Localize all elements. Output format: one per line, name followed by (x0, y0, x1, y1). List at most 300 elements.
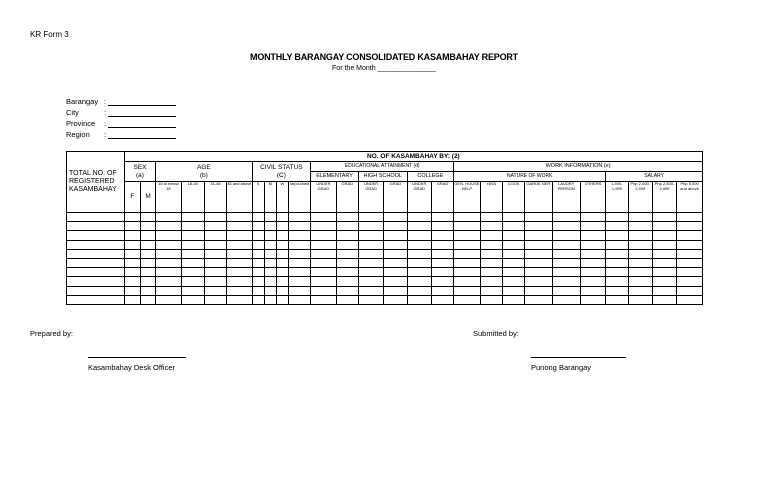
table-cell[interactable] (156, 258, 181, 267)
table-cell[interactable] (552, 258, 580, 267)
table-cell[interactable] (628, 240, 652, 249)
table-cell[interactable] (652, 286, 676, 295)
table-cell[interactable] (384, 249, 407, 258)
table-cell[interactable] (652, 268, 676, 277)
table-cell[interactable] (431, 277, 453, 286)
col-header: sepa-rated (288, 182, 310, 213)
table-cell[interactable] (606, 295, 628, 304)
table-cell[interactable] (525, 286, 552, 295)
table-cell[interactable] (552, 222, 580, 231)
table-cell[interactable] (264, 258, 276, 267)
table-cell[interactable] (628, 231, 652, 240)
table-cell[interactable] (264, 231, 276, 240)
table-cell[interactable] (156, 295, 181, 304)
table-cell[interactable] (156, 286, 181, 295)
table-cell[interactable] (181, 268, 204, 277)
table-cell[interactable] (652, 240, 676, 249)
table-cell[interactable] (580, 277, 605, 286)
table-cell[interactable] (502, 258, 524, 267)
submitted-by-label: Submitted by: (473, 329, 519, 338)
table-cell[interactable] (67, 277, 125, 286)
table-cell[interactable] (358, 286, 383, 295)
table-cell[interactable] (336, 222, 358, 231)
table-cell[interactable] (252, 286, 264, 295)
table-cell[interactable] (264, 240, 276, 249)
table-cell[interactable] (407, 277, 431, 286)
table-cell[interactable] (264, 286, 276, 295)
table-cell[interactable] (276, 295, 288, 304)
table-cell[interactable] (652, 249, 676, 258)
table-cell[interactable] (525, 222, 552, 231)
table-cell[interactable] (124, 231, 140, 240)
table-cell[interactable] (252, 295, 264, 304)
table-cell[interactable] (502, 249, 524, 258)
table-cell[interactable] (358, 295, 383, 304)
table-cell[interactable] (336, 277, 358, 286)
table-cell[interactable] (580, 295, 605, 304)
table-cell[interactable] (580, 213, 605, 222)
table-cell[interactable] (454, 286, 480, 295)
table-cell[interactable] (67, 240, 125, 249)
table-cell[interactable] (606, 258, 628, 267)
table-cell[interactable] (227, 240, 252, 249)
table-cell[interactable] (407, 240, 431, 249)
table-cell[interactable] (480, 258, 502, 267)
table-cell[interactable] (384, 213, 407, 222)
city-field[interactable]: City : (66, 108, 176, 117)
table-cell[interactable] (311, 277, 336, 286)
table-cell[interactable] (252, 213, 264, 222)
table-cell[interactable] (311, 258, 336, 267)
table-cell[interactable] (652, 213, 676, 222)
field-line[interactable] (108, 98, 176, 106)
table-cell[interactable] (480, 240, 502, 249)
table-cell[interactable] (264, 295, 276, 304)
table-row (67, 277, 703, 286)
table-cell[interactable] (288, 286, 310, 295)
table-cell[interactable] (227, 295, 252, 304)
table-cell[interactable] (384, 231, 407, 240)
table-cell[interactable] (502, 268, 524, 277)
table-cell[interactable] (204, 249, 226, 258)
table-cell[interactable] (628, 268, 652, 277)
table-cell[interactable] (204, 286, 226, 295)
table-cell[interactable] (677, 249, 703, 258)
table-cell[interactable] (252, 231, 264, 240)
table-cell[interactable] (67, 231, 125, 240)
table-cell[interactable] (431, 240, 453, 249)
table-cell[interactable] (652, 277, 676, 286)
table-cell[interactable] (124, 286, 140, 295)
table-cell[interactable] (502, 222, 524, 231)
table-cell[interactable] (431, 286, 453, 295)
table-cell[interactable] (288, 277, 310, 286)
table-cell[interactable] (124, 268, 140, 277)
table-cell[interactable] (67, 286, 125, 295)
table-cell[interactable] (156, 277, 181, 286)
table-cell[interactable] (525, 213, 552, 222)
table-cell[interactable] (336, 231, 358, 240)
table-cell[interactable] (124, 277, 140, 286)
table-cell[interactable] (288, 258, 310, 267)
table-cell[interactable] (525, 249, 552, 258)
table-cell[interactable] (276, 231, 288, 240)
table-cell[interactable] (141, 258, 156, 267)
table-row (67, 240, 703, 249)
civil-status-header: CIVIL STATUS (C) (252, 162, 311, 182)
table-cell[interactable] (181, 295, 204, 304)
table-cell[interactable] (358, 277, 383, 286)
table-cell[interactable] (407, 268, 431, 277)
table-cell[interactable] (67, 249, 125, 258)
table-cell[interactable] (141, 213, 156, 222)
table-cell[interactable] (384, 268, 407, 277)
table-cell[interactable] (276, 277, 288, 286)
table-cell[interactable] (606, 222, 628, 231)
table-cell[interactable] (67, 222, 125, 231)
table-cell[interactable] (580, 286, 605, 295)
table-cell[interactable] (141, 231, 156, 240)
table-cell[interactable] (336, 240, 358, 249)
table-cell[interactable] (431, 258, 453, 267)
table-cell[interactable] (677, 286, 703, 295)
table-cell[interactable] (652, 295, 676, 304)
table-cell[interactable] (431, 249, 453, 258)
table-cell[interactable] (552, 286, 580, 295)
table-cell[interactable] (480, 213, 502, 222)
table-cell[interactable] (384, 277, 407, 286)
table-cell[interactable] (141, 240, 156, 249)
table-cell[interactable] (204, 240, 226, 249)
table-cell[interactable] (677, 213, 703, 222)
table-cell[interactable] (181, 258, 204, 267)
table-cell[interactable] (227, 258, 252, 267)
table-cell[interactable] (677, 258, 703, 267)
table-cell[interactable] (181, 286, 204, 295)
table-cell[interactable] (525, 277, 552, 286)
table-cell[interactable] (204, 231, 226, 240)
table-cell[interactable] (311, 286, 336, 295)
table-cell[interactable] (204, 213, 226, 222)
table-cell[interactable] (181, 249, 204, 258)
table-cell[interactable] (384, 295, 407, 304)
table-cell[interactable] (580, 222, 605, 231)
table-cell[interactable] (525, 240, 552, 249)
table-cell[interactable] (628, 222, 652, 231)
table-cell[interactable] (652, 258, 676, 267)
table-cell[interactable] (204, 222, 226, 231)
table-cell[interactable] (580, 240, 605, 249)
table-cell[interactable] (264, 268, 276, 277)
table-cell[interactable] (552, 249, 580, 258)
table-cell[interactable] (606, 240, 628, 249)
table-cell[interactable] (628, 258, 652, 267)
table-cell[interactable] (677, 295, 703, 304)
table-cell[interactable] (124, 295, 140, 304)
col-header: 1,500-1,999 (606, 182, 628, 213)
table-cell[interactable] (252, 258, 264, 267)
table-cell[interactable] (252, 240, 264, 249)
table-cell[interactable] (358, 240, 383, 249)
col-header: 18-30 (181, 182, 204, 213)
table-cell[interactable] (276, 258, 288, 267)
table-cell[interactable] (431, 231, 453, 240)
table-cell[interactable] (502, 231, 524, 240)
table-cell[interactable] (384, 286, 407, 295)
table-cell[interactable] (454, 240, 480, 249)
table-cell[interactable] (288, 240, 310, 249)
table-cell[interactable] (311, 249, 336, 258)
table-cell[interactable] (227, 222, 252, 231)
table-cell[interactable] (181, 213, 204, 222)
table-cell[interactable] (227, 277, 252, 286)
table-cell[interactable] (677, 268, 703, 277)
col-header: UNDER GRAD (358, 182, 383, 213)
table-cell[interactable] (156, 240, 181, 249)
table-cell[interactable] (677, 231, 703, 240)
barangay-field[interactable]: Barangay : (66, 97, 176, 106)
col-header: UNDER GRAD (311, 182, 336, 213)
no-of-kasambahay-header: NO. OF KASAMBAHAY BY: (2) (124, 152, 702, 162)
table-cell[interactable] (288, 213, 310, 222)
table-cell[interactable] (628, 213, 652, 222)
prepared-by-name: Kasambahay Desk Officer (88, 363, 175, 372)
table-cell[interactable] (552, 295, 580, 304)
prepared-signature-line[interactable] (88, 357, 186, 358)
table-cell[interactable] (204, 277, 226, 286)
table-cell[interactable] (141, 268, 156, 277)
table-cell[interactable] (407, 286, 431, 295)
table-cell[interactable] (252, 277, 264, 286)
table-cell[interactable] (454, 295, 480, 304)
table-cell[interactable] (288, 295, 310, 304)
table-cell[interactable] (407, 258, 431, 267)
table-cell[interactable] (606, 286, 628, 295)
table-cell[interactable] (628, 295, 652, 304)
table-cell[interactable] (454, 268, 480, 277)
table-cell[interactable] (336, 286, 358, 295)
table-cell[interactable] (431, 295, 453, 304)
table-cell[interactable] (628, 249, 652, 258)
table-cell[interactable] (407, 222, 431, 231)
table-cell[interactable] (67, 213, 125, 222)
table-cell[interactable] (67, 295, 125, 304)
table-cell[interactable] (358, 222, 383, 231)
table-cell[interactable] (384, 258, 407, 267)
table-cell[interactable] (124, 240, 140, 249)
table-cell[interactable] (580, 249, 605, 258)
table-cell[interactable] (525, 258, 552, 267)
table-cell[interactable] (336, 213, 358, 222)
table-row (67, 295, 703, 304)
table-cell[interactable] (276, 222, 288, 231)
table-cell[interactable] (336, 249, 358, 258)
table-cell[interactable] (454, 258, 480, 267)
table-cell[interactable] (227, 213, 252, 222)
table-cell[interactable] (606, 231, 628, 240)
table-cell[interactable] (311, 295, 336, 304)
table-cell[interactable] (677, 277, 703, 286)
table-cell[interactable] (525, 268, 552, 277)
table-cell[interactable] (480, 277, 502, 286)
table-cell[interactable] (525, 231, 552, 240)
table-cell[interactable] (204, 268, 226, 277)
table-cell[interactable] (358, 213, 383, 222)
table-cell[interactable] (276, 268, 288, 277)
table-cell[interactable] (288, 268, 310, 277)
table-cell[interactable] (407, 231, 431, 240)
table-cell[interactable] (384, 222, 407, 231)
table-cell[interactable] (227, 231, 252, 240)
table-cell[interactable] (552, 213, 580, 222)
table-cell[interactable] (606, 277, 628, 286)
table-cell[interactable] (480, 249, 502, 258)
col-header: M (264, 182, 276, 213)
table-cell[interactable] (156, 268, 181, 277)
field-line[interactable] (108, 120, 176, 128)
table-cell[interactable] (227, 249, 252, 258)
table-cell[interactable] (580, 268, 605, 277)
table-cell[interactable] (336, 258, 358, 267)
table-cell[interactable] (311, 268, 336, 277)
table-cell[interactable] (652, 231, 676, 240)
report-month: For the Month _______________ (332, 65, 436, 72)
table-cell[interactable] (606, 213, 628, 222)
table-cell[interactable] (552, 277, 580, 286)
table-cell[interactable] (141, 277, 156, 286)
table-cell[interactable] (141, 222, 156, 231)
table-cell[interactable] (336, 268, 358, 277)
table-cell[interactable] (204, 258, 226, 267)
table-cell[interactable] (552, 240, 580, 249)
table-cell[interactable] (181, 240, 204, 249)
table-cell[interactable] (431, 222, 453, 231)
table-cell[interactable] (454, 249, 480, 258)
table-cell[interactable] (407, 213, 431, 222)
table-cell[interactable] (276, 240, 288, 249)
table-cell[interactable] (606, 249, 628, 258)
table-cell[interactable] (67, 258, 125, 267)
table-cell[interactable] (156, 213, 181, 222)
region-field[interactable]: Region : (66, 130, 176, 139)
table-cell[interactable] (124, 213, 140, 222)
table-cell[interactable] (264, 277, 276, 286)
table-cell[interactable] (252, 268, 264, 277)
table-cell[interactable] (384, 240, 407, 249)
table-cell[interactable] (628, 286, 652, 295)
table-cell[interactable] (252, 222, 264, 231)
table-cell[interactable] (454, 277, 480, 286)
table-cell[interactable] (227, 268, 252, 277)
table-cell[interactable] (358, 231, 383, 240)
field-line[interactable] (108, 109, 176, 117)
table-cell[interactable] (480, 231, 502, 240)
table-cell[interactable] (552, 231, 580, 240)
table-cell[interactable] (156, 249, 181, 258)
table-cell[interactable] (552, 268, 580, 277)
table-cell[interactable] (141, 295, 156, 304)
table-cell[interactable] (288, 231, 310, 240)
table-cell[interactable] (252, 249, 264, 258)
table-cell[interactable] (311, 213, 336, 222)
table-cell[interactable] (156, 231, 181, 240)
table-cell[interactable] (454, 222, 480, 231)
table-cell[interactable] (502, 295, 524, 304)
table-cell[interactable] (358, 258, 383, 267)
table-cell[interactable] (502, 240, 524, 249)
province-field[interactable]: Province : (66, 119, 176, 128)
table-cell[interactable] (67, 268, 125, 277)
table-cell[interactable] (288, 222, 310, 231)
table-cell[interactable] (227, 286, 252, 295)
table-cell[interactable] (480, 268, 502, 277)
table-row (67, 249, 703, 258)
table-cell[interactable] (204, 295, 226, 304)
table-cell[interactable] (276, 213, 288, 222)
table-cell[interactable] (628, 277, 652, 286)
col-header: OTHERS (580, 182, 605, 213)
table-cell[interactable] (407, 249, 431, 258)
table-cell[interactable] (677, 240, 703, 249)
table-cell[interactable] (264, 222, 276, 231)
table-cell[interactable] (141, 286, 156, 295)
table-cell[interactable] (525, 295, 552, 304)
table-cell[interactable] (264, 213, 276, 222)
table-cell[interactable] (431, 268, 453, 277)
col-header: S (252, 182, 264, 213)
table-cell[interactable] (124, 258, 140, 267)
table-cell[interactable] (288, 249, 310, 258)
table-cell[interactable] (480, 222, 502, 231)
table-cell[interactable] (407, 295, 431, 304)
table-cell[interactable] (580, 258, 605, 267)
field-label: Region (66, 130, 90, 139)
table-cell[interactable] (264, 249, 276, 258)
table-cell[interactable] (480, 295, 502, 304)
table-cell[interactable] (276, 249, 288, 258)
table-cell[interactable] (141, 249, 156, 258)
table-cell[interactable] (358, 249, 383, 258)
table-cell[interactable] (276, 286, 288, 295)
table-cell[interactable] (336, 295, 358, 304)
table-cell[interactable] (454, 231, 480, 240)
table-cell[interactable] (311, 240, 336, 249)
table-cell[interactable] (480, 286, 502, 295)
table-cell[interactable] (454, 213, 480, 222)
table-cell[interactable] (124, 222, 140, 231)
age-header: AGE (b) (156, 162, 252, 182)
table-cell[interactable] (677, 222, 703, 231)
table-cell[interactable] (502, 277, 524, 286)
table-cell[interactable] (124, 249, 140, 258)
field-line[interactable] (108, 131, 176, 139)
table-cell[interactable] (181, 231, 204, 240)
table-cell[interactable] (156, 222, 181, 231)
table-cell[interactable] (181, 222, 204, 231)
table-cell[interactable] (580, 231, 605, 240)
table-cell[interactable] (181, 277, 204, 286)
table-cell[interactable] (606, 268, 628, 277)
submitted-signature-line[interactable] (531, 357, 626, 358)
table-cell[interactable] (431, 213, 453, 222)
table-cell[interactable] (652, 222, 676, 231)
table-cell[interactable] (502, 286, 524, 295)
table-cell[interactable] (502, 213, 524, 222)
table-cell[interactable] (311, 222, 336, 231)
col-header: 31-45 (204, 182, 226, 213)
table-cell[interactable] (311, 231, 336, 240)
table-cell[interactable] (358, 268, 383, 277)
